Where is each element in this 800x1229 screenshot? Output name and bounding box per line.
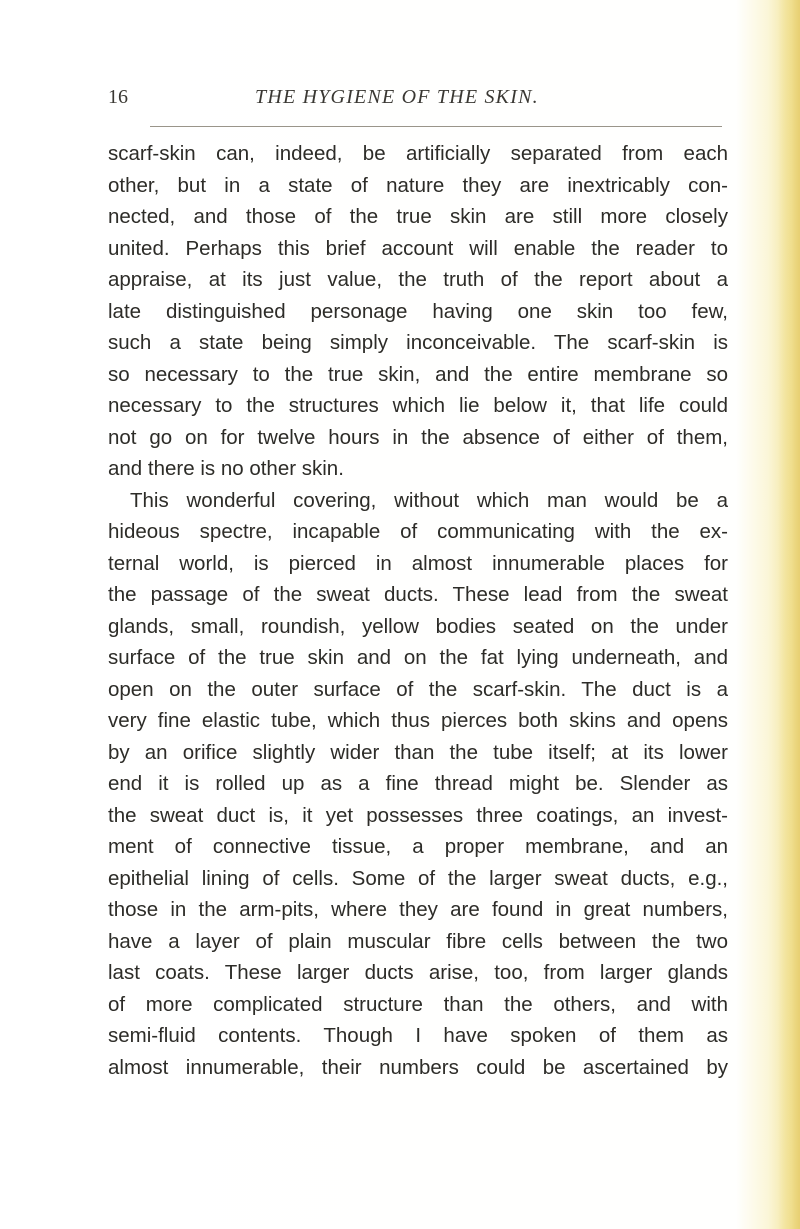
text-line: almost innumerable, their numbers could be ascertained by bbox=[108, 1055, 728, 1079]
body-text bbox=[108, 138, 728, 1083]
text-line: united. Perhaps this brief account will enable the reader to bbox=[108, 236, 728, 260]
text-line: the passage of the sweat ducts. These lead from the sweat bbox=[108, 583, 728, 606]
text-line: end it is rolled up as a fine thread might be. Slender as bbox=[108, 772, 728, 795]
text-line: have a layer of plain muscular fibre cells between the two bbox=[108, 929, 728, 953]
text-line: ment of connective tissue, a proper membrane, and an bbox=[108, 835, 728, 858]
text-line: scarf-skin can, indeed, be artificially separated from each bbox=[108, 142, 728, 165]
text-line: glands, small, roundish, yellow bodies seated on the under bbox=[108, 614, 728, 638]
text-line: so necessary to the true skin, and the entire membrane so bbox=[108, 362, 728, 386]
text-line: epithelial lining of cells. Some of the larger sweat ducts, e.g., bbox=[108, 866, 728, 890]
header-rule bbox=[150, 126, 722, 127]
text-line: the sweat duct is, it yet possesses three coatings, an invest- bbox=[108, 803, 728, 827]
text-line: very fine elastic tube, which thus pierces both skins and opens bbox=[108, 709, 728, 732]
text-line: late distinguished personage having one skin too few, bbox=[108, 299, 728, 323]
paragraph-end-line: and there is no other skin. bbox=[108, 457, 344, 480]
page-number: 16 bbox=[108, 86, 128, 108]
text-line: of more complicated structure than the others, and with bbox=[108, 992, 728, 1016]
running-title: THE HYGIENE OF THE SKIN. bbox=[255, 86, 539, 108]
paragraph-start-line: This wonderful covering, without which man would be a bbox=[130, 488, 728, 512]
text-line: not go on for twelve hours in the absence of either of them, bbox=[108, 425, 728, 449]
running-head bbox=[108, 86, 728, 116]
text-line: necessary to the structures which lie below it, that life could bbox=[108, 394, 728, 417]
text-line: hideous spectre, incapable of communicating with the ex- bbox=[108, 520, 728, 543]
text-line: surface of the true skin and on the fat lying underneath, and bbox=[108, 646, 728, 669]
text-line: appraise, at its just value, the truth of the report about a bbox=[108, 268, 728, 291]
text-line: those in the arm-pits, where they are found in great numbers, bbox=[108, 898, 728, 921]
text-line: such a state being simply inconceivable. The scarf-skin is bbox=[108, 331, 728, 354]
text-line: by an orifice slightly wider than the tube itself; at its lower bbox=[108, 740, 728, 764]
text-line: other, but in a state of nature they are inextricably con- bbox=[108, 173, 728, 197]
text-line: ternal world, is pierced in almost innumerable places for bbox=[108, 551, 728, 575]
text-line: nected, and those of the true skin are still more closely bbox=[108, 205, 728, 228]
page-edge-shading bbox=[778, 0, 800, 1229]
text-line: semi-fluid contents. Though I have spoken of them as bbox=[108, 1024, 728, 1047]
text-line: open on the outer surface of the scarf-skin. The duct is a bbox=[108, 677, 728, 701]
text-line: last coats. These larger ducts arise, too, from larger glands bbox=[108, 961, 728, 984]
